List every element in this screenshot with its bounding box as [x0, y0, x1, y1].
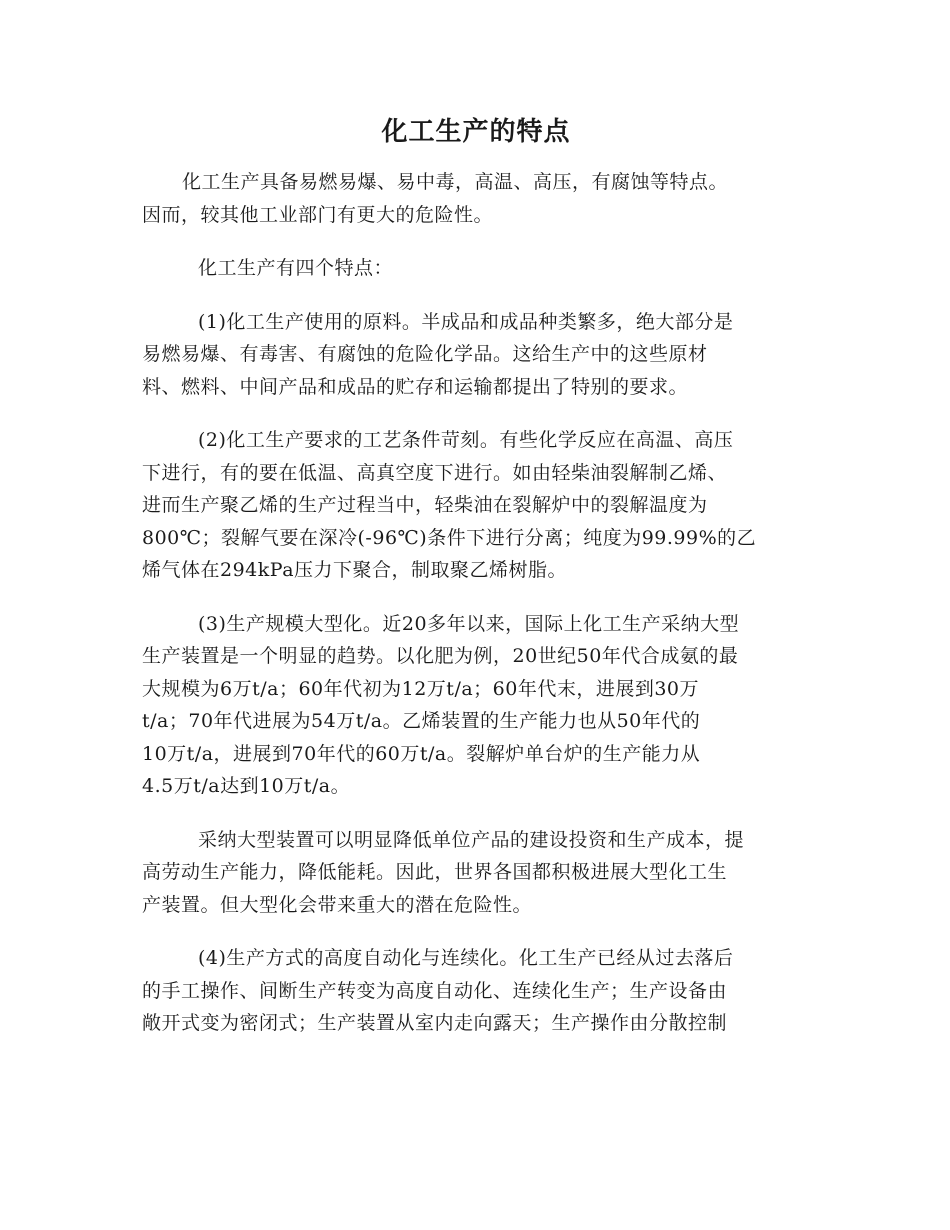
text-line: 化工生产有四个特点：: [198, 257, 394, 279]
text-line: 大规模为6万t/a；60年代初为12万t/a；60年代末，进展到30万: [142, 677, 700, 700]
text-line: 4.5万t/a达到10万t/a。: [142, 775, 351, 797]
text-line: 料、燃料、中间产品和成品的贮存和运输都提出了特别的要求。: [142, 375, 689, 398]
text-line: 生产装置是一个明显的趋势。以化肥为例，20世纪50年代合成氨的最: [142, 645, 739, 667]
text-line: 的手工操作、间断生产转变为高度自动化、连续化生产；生产设备由: [142, 979, 728, 1002]
text-line: 进而生产聚乙烯的生产过程当中，轻柴油在裂解炉中的裂解温度为: [142, 494, 708, 516]
text-line: 800℃；裂解气要在深冷(-96℃)条件下进行分离；纯度为99.99%的乙: [142, 526, 757, 549]
text-line: 高劳动生产能力，降低能耗。因此，世界各国都积极进展大型化工生: [142, 861, 728, 883]
document-page: [142, 108, 810, 1061]
paragraph-feature-2: [142, 424, 810, 587]
text-line: (4)生产方式的高度自动化与连续化。化工生产已经从过去落后: [198, 947, 734, 969]
text-line: 产装置。但大型化会带来重大的潜在危险性。: [142, 893, 533, 916]
paragraph-four-features: [142, 252, 810, 285]
text-line: 敞开式变为密闭式；生产装置从室内走向露天；生产操作由分散控制: [142, 1012, 728, 1034]
paragraph-feature-1: [142, 306, 810, 404]
text-line: (1)化工生产使用的原料。半成品和成品种类繁多，绝大部分是: [198, 310, 734, 333]
text-line: t/a；70年代进展为54万t/a。乙烯装置的生产能力也从50年代的: [142, 710, 701, 732]
text-line: 采纳大型装置可以明显降低单位产品的建设投资和生产成本，提: [198, 828, 745, 851]
text-line: (3)生产规模大型化。近20多年以来，国际上化工生产采纳大型: [198, 612, 740, 635]
text-line: (2)化工生产要求的工艺条件苛刻。有些化学反应在高温、高压: [198, 429, 734, 451]
document-title: 化工生产的特点: [381, 117, 571, 147]
text-line: 因而，较其他工业部门有更大的危险性。: [142, 203, 494, 226]
paragraph-intro: [142, 166, 810, 231]
text-line: 下进行，有的要在低温、高真空度下进行。如由轻柴油裂解制乙烯、: [142, 461, 728, 484]
paragraph-large-scale: [142, 824, 810, 922]
text-line: 易燃易爆、有毒害、有腐蚀的危险化学品。这给生产中的这些原材: [142, 343, 708, 365]
text-line: 烯气体在294kPa压力下聚合，制取聚乙烯树脂。: [142, 559, 568, 581]
text-line: 10万t/a，进展到70年代的60万t/a。裂解炉单台炉的生产能力从: [142, 742, 701, 765]
text-line: 化工生产具备易燃易爆、易中毒，高温、高压，有腐蚀等特点。: [182, 171, 729, 193]
paragraph-feature-3: [142, 608, 810, 803]
paragraph-feature-4: [142, 942, 810, 1040]
